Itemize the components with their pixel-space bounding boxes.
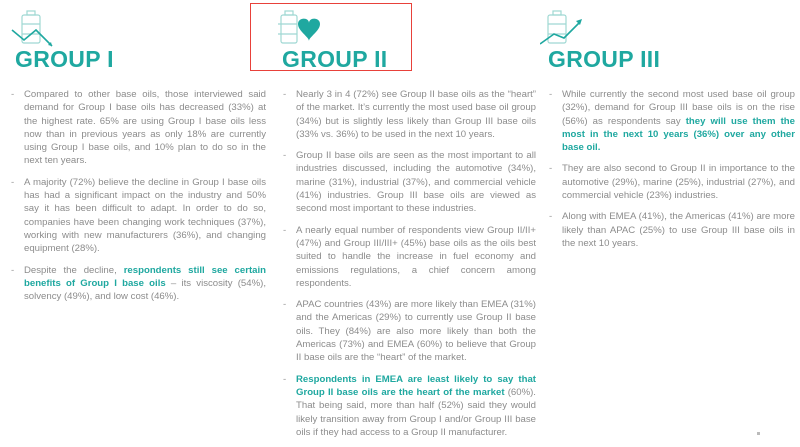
bullet-item: - Along with EMEA (41%), the Americas (41%) are more likely than APAC (25%) to use Group III base oils in the next 10 years. [548, 210, 795, 250]
bullet-item: - Group II base oils are seen as the most important to all industries discussed, including the automotive (34%), marine (31%), industrial (37%), and commercial vehicle (41%) industries. Group III base oils are viewed as second most important to these industries. [282, 149, 536, 215]
bullet-item: - A majority (72%) believe the decline in Group I base oils has had a significant impact on the industry and 50% say it has been difficult to adapt. In order to do so, companies have been changing work techniques (37%), working with new manufacturers (36%), and changing equipment (28%). [10, 176, 266, 256]
bullet-item: - APAC countries (43%) are more likely than EMEA (31%) and the Americas (29%) to currently use Group II base oils. They (84%) are also more likely than both the Americas (73%) and EMEA (60%) to believe that Group II base oils are the “heart” of the market. [282, 298, 536, 364]
bullet-item: - Nearly 3 in 4 (72%) see Group II base oils as the “heart” of the market. It’s currently the most used base oil group (34%) but is slightly less likely than Group III base oils (33% vs. 36%) to be used in the next 10 years. [282, 88, 536, 141]
bullet-highlight: respondents still see certain benefits of Group I base oils [24, 264, 266, 289]
bullet-highlight: they will use them the most in the next 10 years (36%) over any other base oil. [562, 115, 795, 154]
bullet-highlight: Respondents in EMEA are least likely to say that Group II base oils are the heart of the market [296, 373, 536, 398]
bullet-text: – its viscosity (54%), solvency (49%), and low cost (46%). [24, 277, 266, 303]
bullet-item [282, 373, 536, 439]
group-3-title: GROUP III [548, 46, 661, 72]
oil-barrel-growth-icon [540, 8, 590, 48]
bullet-item [548, 88, 795, 154]
bullet-text: Despite the decline, [24, 264, 124, 276]
group-2-title: GROUP II [282, 46, 388, 72]
group-2-bullets [282, 88, 536, 447]
bullet-item [10, 264, 266, 304]
bullet-item: - A nearly equal number of respondents view Group II/II+ (47%) and Group III/III+ (45%) base oils as the oils best suited to handle the increase in fuel economy and emissions regulations, a chief concern among respondents. [282, 224, 536, 290]
bullet-text: While currently the second most used base oil group (32%), demand for Group III base oils is on the rise (56%) as respondents say [562, 89, 795, 127]
group-1-bullets [10, 88, 266, 311]
bullet-text: (60%). That being said, more than half (52%) said they would likely transition away from Group I and/or Group III base oils if they had access to a Group II manufacturer. [296, 386, 536, 438]
group-3-bullets [548, 88, 795, 258]
bullet-item: - They are also second to Group II in importance to the automotive (29%), marine (25%), industrial (27%), and commercial vehicle (23%) industries. [548, 162, 795, 202]
oil-barrel-decline-icon [10, 8, 60, 48]
oil-barrel-heart-icon [275, 8, 325, 48]
page-marker [757, 432, 760, 435]
bullet-item: - Compared to other base oils, those interviewed said demand for Group I base oils has decreased (33%) at the highest rate. 65% are using Group I base oils less now than in previous years as only 18% are currently using Group I base oils, and 10% plan to do so in the next ten years. [10, 88, 266, 168]
group-1-title: GROUP I [15, 46, 114, 72]
